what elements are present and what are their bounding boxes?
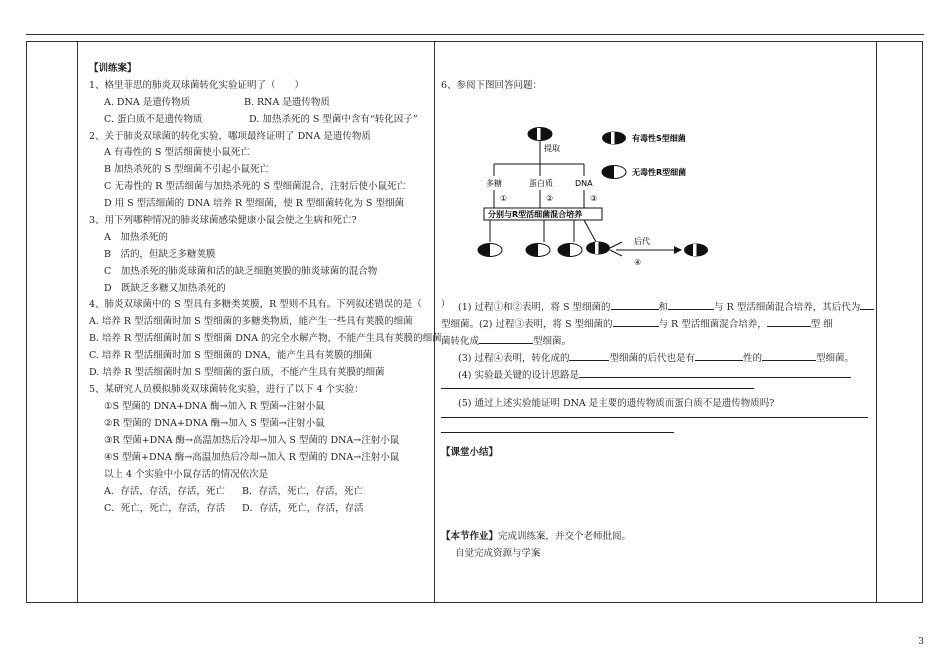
extract-label: 提取	[544, 144, 560, 153]
q5-option-b: B．存活，死亡，存活，死亡	[242, 486, 363, 497]
q5-experiment-4: ④S 型菌+DNA 酶→高温加热后冷却→加入 R 型菌的 DNA→注射小鼠	[104, 452, 400, 463]
step-2-label: ②	[546, 194, 554, 203]
q5-experiment-2: ②R 型菌的 DNA+DNA 酶→加入 S 型菌→注射小鼠	[104, 418, 325, 429]
q6-part-1-line-3: 菌转化成 型细菌。	[441, 333, 571, 348]
q3-option-d: D 既缺乏多糖又加热杀死的	[104, 283, 226, 294]
q2-option-b: B 加热杀死的 S 型细菌不引起小鼠死亡	[104, 164, 270, 175]
q1-option-d: D. 加热杀死的 S 型菌中含有“转化因子”	[249, 114, 418, 125]
q4-option-b: B. 培养 R 型活细菌时加 S 型细菌 DNA 的完全水解产物，不能产生具有荚膜的细菌	[89, 333, 442, 344]
q2-option-d: D 用 S 型活细菌的 DNA 培养 R 型细菌，使 R 型细菌转化为 S 型细菌	[104, 198, 404, 209]
q4-option-d: D. 培养 R 型活细菌时加 S 型细菌的蛋白质，不能产生具有荚膜的细菌	[89, 367, 385, 378]
step-4-label: ④	[634, 258, 642, 267]
q4-option-a: A. 培养 R 型活细菌时加 S 型细菌的多糖类物质，能产生一些具有荚膜的细菌	[89, 316, 413, 327]
result-r-1	[478, 244, 502, 257]
q4-stem: 4、肺炎双球菌中的 S 型具有多糖类荚膜，R 型则不具有。下列叙述错误的是（ ）	[89, 299, 451, 310]
q5-option-c: C．死亡，死亡，存活，存活	[104, 503, 226, 514]
top-rule	[26, 34, 924, 35]
column-divider-2	[434, 41, 435, 603]
transformation-diagram	[474, 124, 714, 284]
offspring-s	[684, 244, 708, 257]
homework-line: 【本节作业】完成训练案，并交个老师批阅。	[441, 531, 632, 542]
q5-option-a: A．存活，存活，存活，死亡	[104, 486, 225, 497]
q3-stem: 3、用下列哪种情况的肺炎球菌感染健康小鼠会使之生病和死亡?	[89, 215, 357, 226]
q5-stem: 5、某研究人员模拟肺炎双球菌转化实验，进行了以下 4 个实验：	[89, 384, 364, 395]
q6-stem: 6、参阅下图回答问题：	[441, 80, 543, 91]
legend-s-icon	[602, 132, 626, 145]
q3-option-c: C 加热杀死的肺炎球菌和活的缺乏细胞荚膜的肺炎球菌的混合物	[104, 266, 378, 277]
q1-option-a: A. DNA 是遗传物质	[104, 97, 191, 108]
step-3-label: ③	[590, 194, 598, 203]
q6-part-1-line-2: 型细菌。(2) 过程③表明，将 S 型细菌的 与 R 型活细菌混合培养， 型 细	[441, 316, 833, 331]
column-divider-3	[876, 41, 877, 603]
legend-r-label: 无毒性R型细菌	[632, 168, 687, 177]
answer-line-2	[441, 417, 868, 418]
step-1-label: ①	[500, 194, 508, 203]
offspring-label: 后代	[634, 237, 650, 246]
q3-option-a: A 加热杀死的	[104, 232, 168, 243]
q2-option-a: A 有毒性的 S 型活细菌使小鼠死亡	[104, 147, 250, 158]
q1-option-b: B. RNA 是遗传物质	[244, 97, 330, 108]
q1-stem: 1、格里菲思的肺炎双球菌转化实验证明了（ ）	[89, 80, 305, 91]
q3-option-b: B 活的，但缺乏多糖荚膜	[104, 249, 216, 260]
q5-option-d: D．存活，死亡，存活，存活	[242, 503, 364, 514]
q2-stem: 2、关于肺炎双球菌的转化实验，哪项最终证明了 DNA 是遗传物质	[89, 131, 371, 142]
protein-label: 蛋白质	[529, 179, 553, 188]
answer-line-1	[441, 388, 754, 389]
legend-s-label: 有毒性S型细菌	[632, 134, 686, 143]
section-title: 【训练案】	[89, 63, 137, 74]
result-r-3	[558, 244, 582, 257]
q6-part-5: (5) 通过上述实验能证明 DNA 是主要的遗传物质而蛋白质不是遗传物质吗?	[458, 398, 775, 409]
result-r-2	[526, 244, 550, 257]
q5-question: 以上 4 个实验中小鼠存活的情况依次是	[104, 469, 269, 480]
page-number: 3	[918, 637, 924, 647]
s-bacterium-top	[528, 128, 552, 141]
q2-option-c: C 无毒性的 R 型活细菌与加热杀死的 S 型细菌混合，注射后使小鼠死亡	[104, 181, 407, 192]
q6-part-3: (3) 过程④表明，转化成的 型细菌的后代也是有 性的 型细菌。	[458, 350, 854, 365]
q5-experiment-3: ③R 型菌+DNA 酶→高温加热后冷却→加入 S 型菌的 DNA→注射小鼠	[104, 435, 400, 446]
q6-part-4: (4) 实验最关键的设计思路是	[458, 367, 851, 382]
homework-line-2: 自觉完成资源与学案	[455, 548, 541, 559]
q5-experiment-1: ①S 型菌的 DNA+DNA 酶→加入 R 型菌→注射小鼠	[104, 401, 325, 412]
result-s-1	[586, 242, 610, 255]
answer-line-3	[441, 432, 674, 433]
mix-label: 分别与R型活细菌混合培养	[488, 210, 583, 219]
summary-title: 【课堂小结】	[441, 447, 499, 458]
q4-option-c: C. 培养 R 型活细菌时加 S 型细菌的 DNA，能产生具有荚膜的细菌	[89, 350, 373, 361]
column-divider-1	[77, 41, 78, 603]
q6-part-1-line-1: (1) 过程①和②表明，将 S 型细菌的 和 与 R 型活细菌混合培养，其后代为	[458, 299, 874, 314]
dna-label: DNA	[575, 179, 593, 188]
legend-r-icon	[602, 166, 626, 179]
q1-option-c: C. 蛋白质不是遗传物质	[104, 114, 203, 125]
polysaccharide-label: 多糖	[486, 179, 502, 188]
